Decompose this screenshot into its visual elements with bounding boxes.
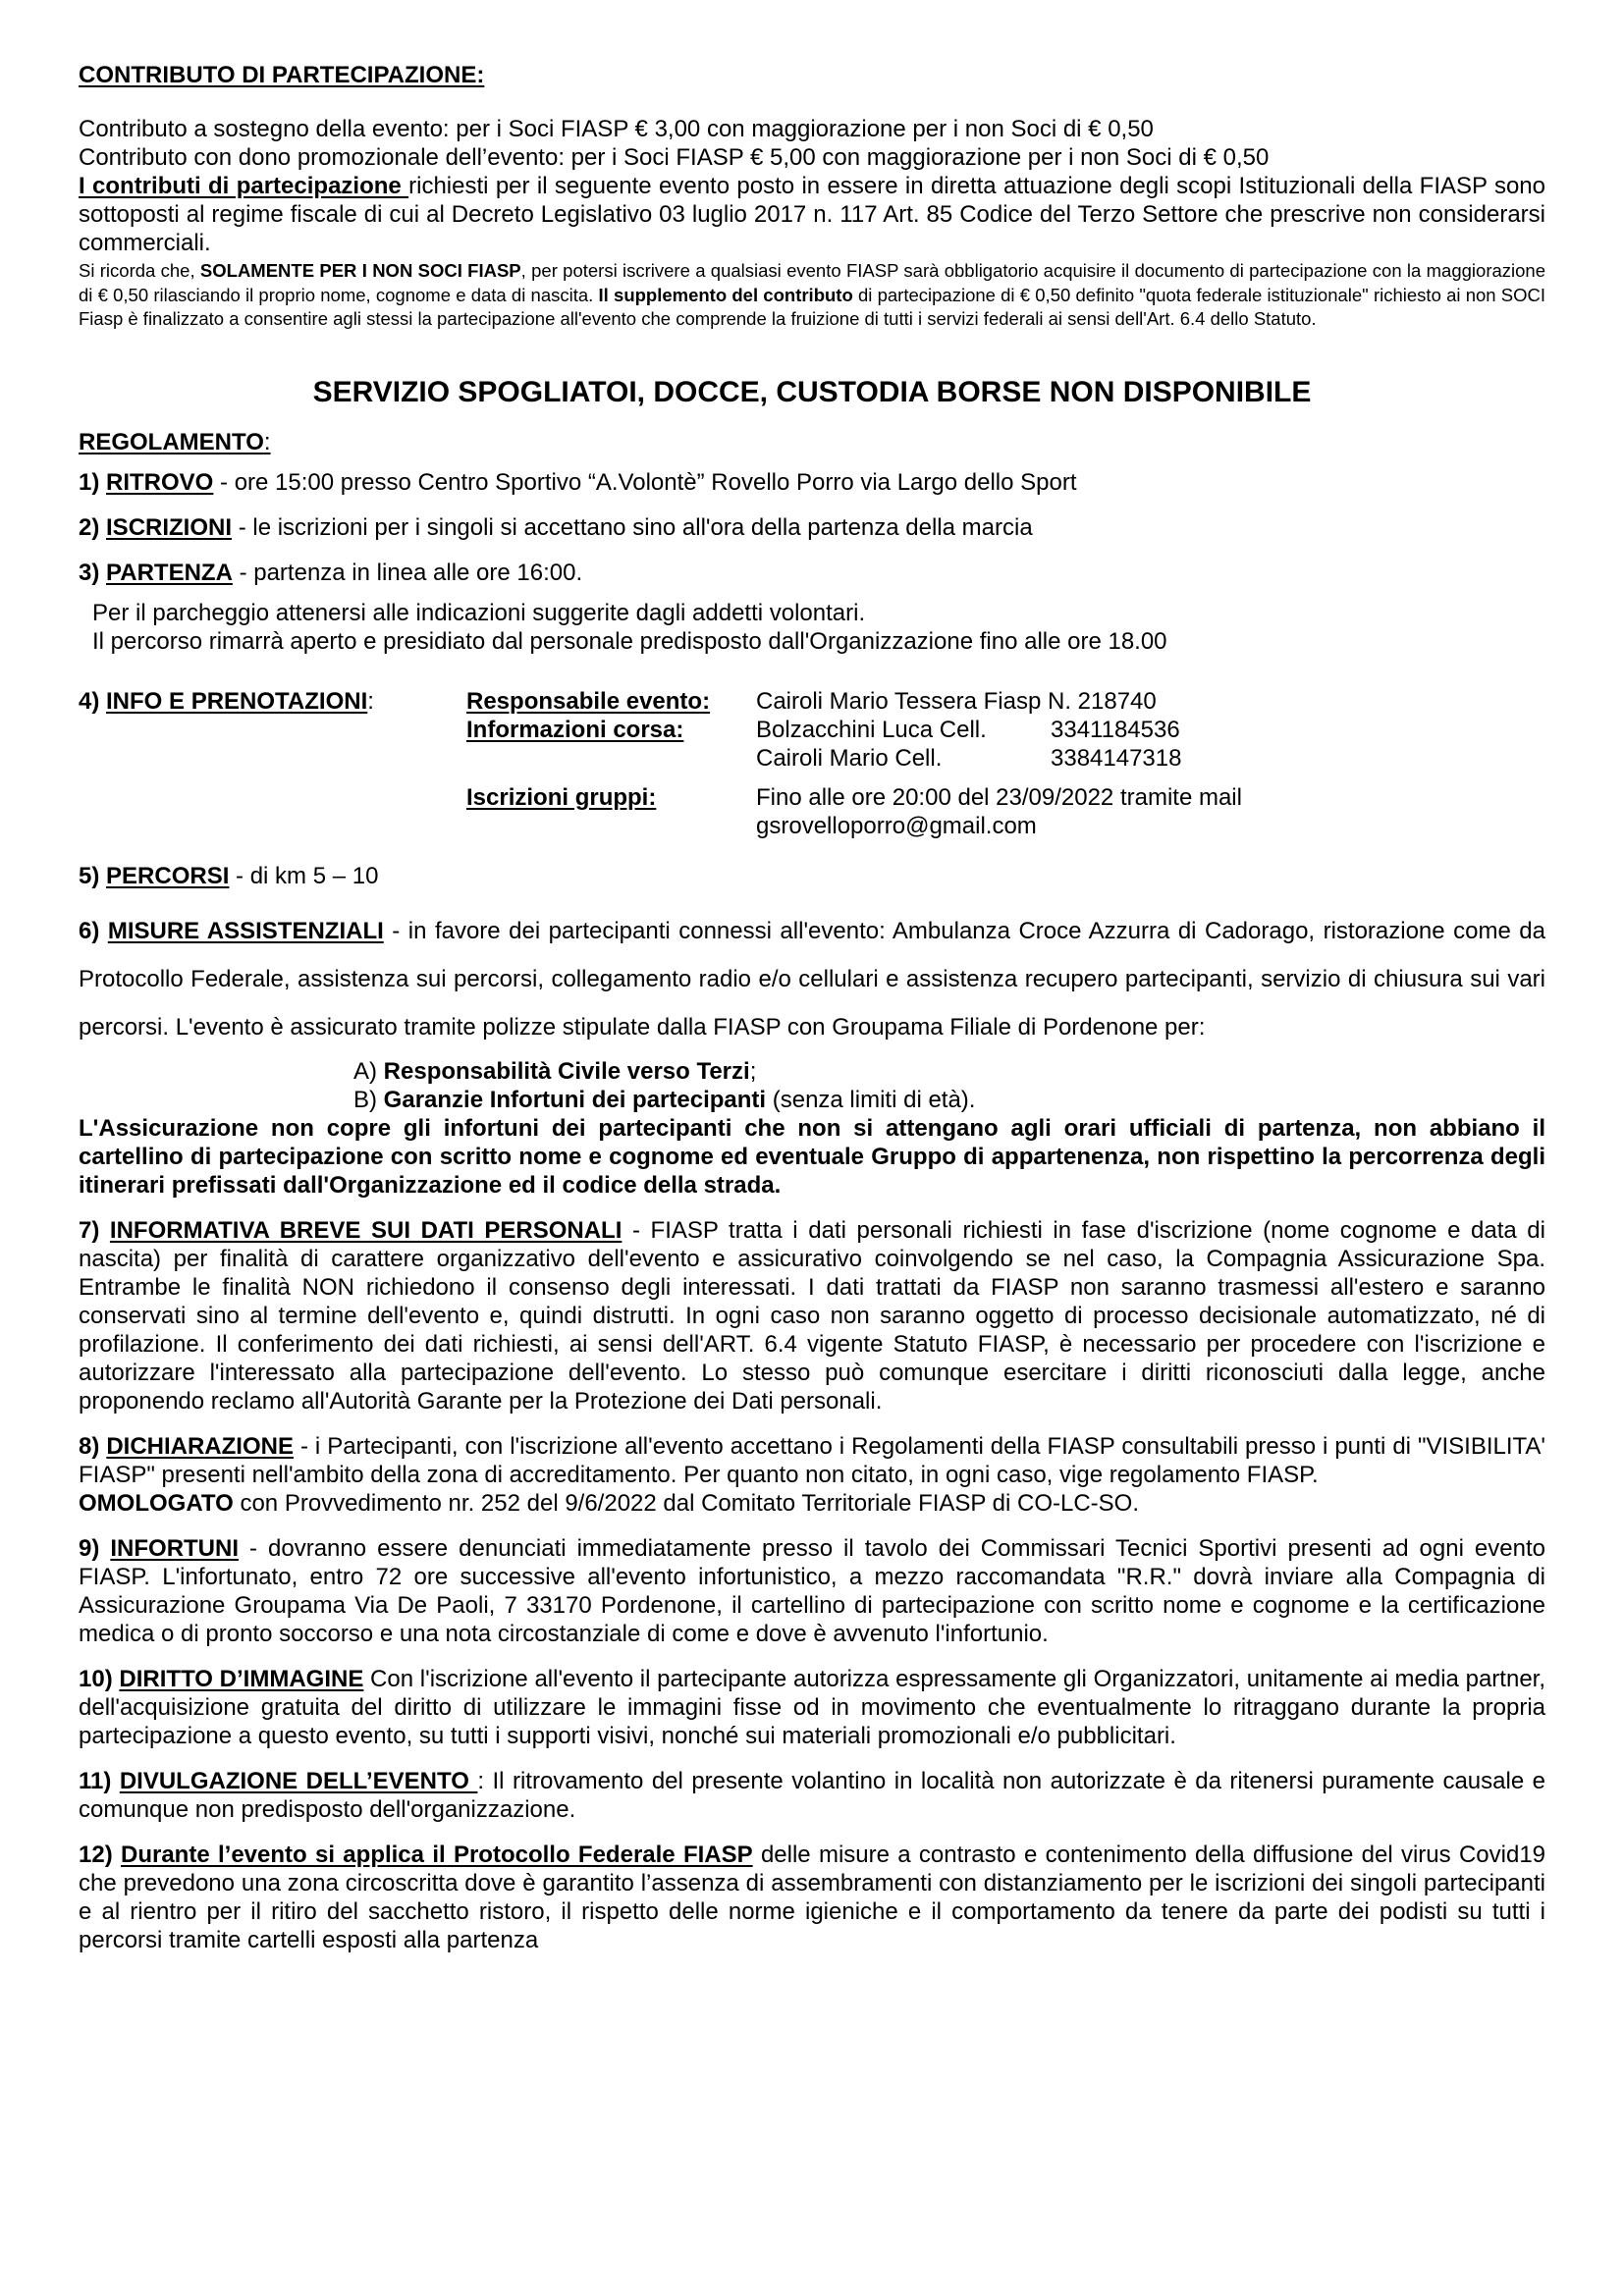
iscrizioni-gruppi-label: Iscrizioni gruppi: bbox=[466, 783, 657, 811]
non-soci-note-e: di partecipazione di € 0,50 definito "quota federale istituzionale" richiesto ai non SOCI Fiasp è finalizzato a consentire agli stessi la partecipazione all'evento che comprende la fruizione di tutti i servizi federali ai sensi dell'Art. 6.4 dello Statuto. bbox=[79, 284, 1546, 329]
regolamento-colon: : bbox=[263, 428, 271, 455]
rule-text: - i Partecipanti, con l'iscrizione all'evento accettano i Regolamenti della FIASP consultabili presso i punti di "VISIBILITA' FIASP" presenti nell'ambito della zona di accreditamento. Per quanto non citato, in ogni caso, vige regolamento FIASP. bbox=[79, 1432, 1545, 1488]
info-corsa-label: Informazioni corsa: bbox=[466, 716, 684, 743]
rule-text: - FIASP tratta i dati personali richiesti in fase d'iscrizione (nome cognome e data di nascita) per finalità di carattere organizzativo dell'evento e assicurativo coinvolgendo se nel caso, la Compagnia Assicurazione Spa. Entrambe le finalità NON richiedono il consenso degli interessati. I dati trattati da FIASP non saranno trasmessi all'estero e saranno conservati sino al termine dell'evento e, quindi distrutti. In ogni caso non saranno oggetto di processo decisionale automatizzato, né di profilazione. Il conferimento dei dati richiesti, ai sensi dell'ART. 6.4 vigente Statuto FIASP, è necessario per procedere con l'iscrizione e autorizzare l'interessato alla partecipazione dell'evento. Lo stesso può comunque esercitare i diritti riconosciuti dalla legge, anche proponendo reclamo all'Autorità Garante per la Protezione dei Dati personali. bbox=[79, 1216, 1545, 1415]
rule-number: 1) bbox=[79, 468, 107, 496]
non-soci-note-d: Il supplemento del contributo bbox=[598, 284, 853, 305]
info-prenotazioni bbox=[79, 687, 1545, 874]
rule-informativa-privacy bbox=[79, 1216, 1545, 1415]
service-title: SERVIZIO SPOGLIATOI, DOCCE, CUSTODIA BORSE NON DISPONIBILE bbox=[312, 375, 1312, 408]
rule-key: DIVULGAZIONE DELL’EVENTO bbox=[119, 1767, 478, 1794]
omologato-line bbox=[79, 1489, 1545, 1518]
contributo-line-2: Contributo con dono promozionale dell’evento: per i Soci FIASP € 5,00 con maggiorazione per i non Soci di € 0,50 bbox=[79, 144, 1270, 171]
rule-text: - in favore dei partecipanti connessi all'evento: Ambulanza Croce Azzurra di Cadorago, ristorazione come da Protocollo Federale, assistenza sui percorsi, collegamento radio e/o cellulari e assistenza recupero partecipanti, servizio di chiusura sui vari percorsi. L'evento è assicurato tramite polizze stipulate dalla FIASP con Groupama Filiale di Pordenone per: bbox=[79, 917, 1545, 1041]
rule-diritto-immagine bbox=[79, 1665, 1545, 1750]
omologato-label: OMOLOGATO bbox=[79, 1489, 234, 1517]
rule-number: 3) bbox=[79, 559, 107, 586]
non-soci-note-a: Si ricorda che, bbox=[79, 260, 200, 281]
rule-number: 6) bbox=[79, 917, 108, 944]
regolamento-title: REGOLAMENTO bbox=[79, 428, 264, 455]
rule-number: 11) bbox=[79, 1767, 120, 1794]
rule-text: - partenza in linea alle ore 16:00. bbox=[232, 559, 583, 586]
rule-key: DIRITTO D’IMMAGINE bbox=[119, 1665, 364, 1692]
contact-2-phone: 3384147318 bbox=[1051, 744, 1182, 772]
rule-divulgazione bbox=[79, 1767, 1545, 1824]
rule-key: PARTENZA bbox=[106, 559, 233, 586]
responsabile-label: Responsabile evento: bbox=[466, 687, 711, 715]
contributo-fiscal-note bbox=[79, 172, 1545, 257]
insurance-b-prefix: B) bbox=[353, 1086, 384, 1113]
rule-key: INFORMATIVA BREVE SUI DATI PERSONALI bbox=[109, 1216, 623, 1244]
rule-key: Durante l’evento si applica il Protocollo Federale FIASP bbox=[121, 1841, 753, 1868]
contributo-line-1: Contributo a sostegno della evento: per i Soci FIASP € 3,00 con maggiorazione per i non Soci di € 0,50 bbox=[79, 116, 1154, 142]
insurance-a-suffix: ; bbox=[749, 1057, 757, 1085]
rule-number: 2) bbox=[79, 513, 107, 541]
rule-key: MISURE ASSISTENZIALI bbox=[107, 917, 384, 944]
rule-key: PERCORSI bbox=[106, 862, 230, 889]
iscrizioni-gruppi-value: Fino alle ore 20:00 del 23/09/2022 tramite mail bbox=[756, 783, 1242, 811]
rule-key: INFORTUNI bbox=[110, 1534, 240, 1562]
info-colon: : bbox=[367, 687, 374, 715]
group-email: gsrovelloporro@gmail.com bbox=[756, 812, 1037, 839]
rule-protocollo-covid bbox=[79, 1841, 1545, 1954]
rule-dichiarazione bbox=[79, 1432, 1545, 1489]
contributo-fiscal-lead: I contributi di partecipazione bbox=[79, 173, 409, 199]
contributo-section bbox=[79, 61, 1545, 332]
rule-key: ISCRIZIONI bbox=[106, 513, 233, 541]
rule-number: 5) bbox=[79, 862, 107, 889]
insurance-b-suffix: (senza limiti di età). bbox=[766, 1086, 976, 1113]
rule-number: 4) bbox=[79, 687, 107, 715]
insurance-b-title: Garanzie Infortuni dei partecipanti bbox=[383, 1086, 767, 1113]
non-soci-note bbox=[79, 259, 1545, 332]
rule-text: - le iscrizioni per i singoli si accettano sino all'ora della partenza della marcia bbox=[232, 513, 1033, 541]
responsabile-value: Cairoli Mario Tessera Fiasp N. 218740 bbox=[756, 687, 1157, 715]
contributo-title: CONTRIBUTO DI PARTECIPAZIONE: bbox=[79, 62, 485, 88]
contact-2-name: Cairoli Mario Cell. bbox=[756, 744, 943, 772]
route-open-note: Il percorso rimarrà aperto e presidiato dal personale predisposto dall'Organizzazione fino alle ore 18.00 bbox=[92, 627, 1167, 655]
rule-number: 9) bbox=[79, 1534, 111, 1562]
contributo-fiscal-text: richiesti per il seguente evento posto in essere in diretta attuazione degli scopi Istituzionali della FIASP sono sottoposti al regime fiscale di cui al Decreto Legislativo 03 luglio 2017 n. 117 Art. 85 Codice del Terzo Settore che prescrive non considerarsi commerciali. bbox=[79, 173, 1546, 256]
contact-1-phone: 3341184536 bbox=[1051, 716, 1180, 743]
insurance-a bbox=[353, 1057, 1545, 1086]
insurance-a-title: Responsabilità Civile verso Terzi bbox=[383, 1057, 750, 1085]
rule-text: - dovranno essere denunciati immediatamente presso il tavolo dei Commissari Tecnici Sportivi presenti ad ogni evento FIASP. L'infortunato, entro 72 ore successive all'evento infortunistico, a mezzo raccomandata "R.R." dovrà inviare alla Compagnia di Assicurazione Groupama Via De Paoli, 7 33170 Pordenone, il cartellino di partecipazione con scritto nome e cognome e la certificazione medica o di pronto soccorso e una nota circostanziale di come e dove è avvenuto l'infortunio. bbox=[79, 1534, 1545, 1647]
insurance-warning: L'Assicurazione non copre gli infortuni dei partecipanti che non si attengano agli orari ufficiali di partenza, non abbiano il cartellino di partecipazione con scritto nome e cognome ed eventuale Gruppo di appartenenza, non rispettino la percorrenza degli itinerari prefissati dall'Organizzazione ed il codice della strada. bbox=[79, 1114, 1545, 1199]
rule-ritrovo bbox=[79, 468, 1545, 497]
non-soci-note-c: , per potersi iscrivere a qualsiasi evento FIASP sarà obbligatorio acquisire il documento di partecipazione con la maggiorazione di € 0,50 rilasciando il proprio nome, cognome e data di nascita. bbox=[79, 260, 1545, 305]
rule-partenza bbox=[79, 559, 1545, 587]
rule-key: DICHIARAZIONE bbox=[106, 1432, 294, 1460]
omologato-text: con Provvedimento nr. 252 del 9/6/2022 dal Comitato Territoriale FIASP di CO-LC-SO. bbox=[233, 1489, 1140, 1517]
rule-key: RITROVO bbox=[106, 468, 214, 496]
rule-text: Con l'iscrizione all'evento il partecipante autorizza espressamente gli Organizzatori, unitamente ai media partner, dell'acquisizione gratuita del diritto di utilizzare le immagini fisse od in movimento che eventualmente lo ritraggano durante la propria partecipazione a questo evento, su tutti i supporti visivi, nonché sui materiali promozionali e/o pubblicitari. bbox=[79, 1665, 1546, 1749]
rule-text: - ore 15:00 presso Centro Sportivo “A.Volontè” Rovello Porro via Largo dello Sport bbox=[213, 468, 1077, 496]
rule-number: 12) bbox=[79, 1841, 121, 1868]
rule-iscrizioni bbox=[79, 513, 1545, 542]
parking-note: Per il parcheggio attenersi alle indicazioni suggerite dagli addetti volontari. bbox=[92, 599, 866, 626]
rule-text: delle misure a contrasto e contenimento della diffusione del virus Covid19 che prevedono una zona circoscritta dove è garantito l’assenza di assembramenti con distanziamento per le iscrizioni dei singoli partecipanti e al rientro per il ritiro del sacchetto ristoro, il rispetto delle norme igieniche e il comportamento da tenere da parte dei podisti su tutti i percorsi tramite cartelli esposti alla partenza bbox=[79, 1841, 1546, 1953]
rule-number: 10) bbox=[79, 1665, 120, 1692]
rule-number: 7) bbox=[79, 1216, 110, 1244]
rule-text: : Il ritrovamento del presente volantino in località non autorizzate è da ritenersi puramente causale e comunque non predisposto dell'organizzazione. bbox=[79, 1767, 1545, 1823]
regolamento-heading bbox=[79, 428, 1545, 456]
insurance-a-prefix: A) bbox=[353, 1057, 384, 1085]
rule-misure-assistenziali bbox=[79, 907, 1545, 1051]
rule-text: - di km 5 – 10 bbox=[229, 862, 379, 889]
info-heading bbox=[79, 687, 374, 716]
contact-1-name: Bolzacchini Luca Cell. bbox=[756, 716, 987, 743]
rule-infortuni bbox=[79, 1534, 1545, 1648]
rule-key: INFO E PRENOTAZIONI bbox=[106, 687, 368, 715]
rule-number: 8) bbox=[79, 1432, 107, 1460]
non-soci-note-b: SOLAMENTE PER I NON SOCI FIASP bbox=[199, 260, 521, 281]
insurance-b bbox=[353, 1086, 1545, 1114]
